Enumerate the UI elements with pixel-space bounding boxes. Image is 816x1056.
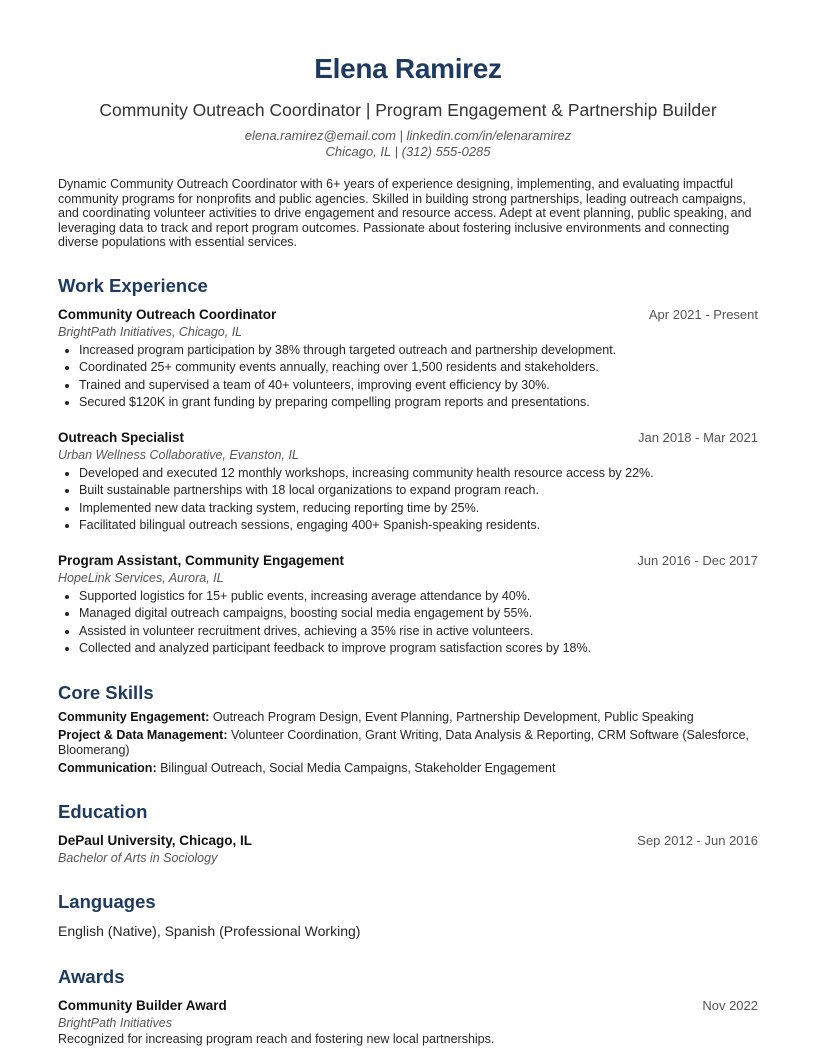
- job-bullet: • Collected and analyzed participant feedback to improve program satisfaction scores by 18%.: [79, 640, 789, 657]
- degree: Bachelor of Arts in Sociology: [58, 851, 218, 865]
- job-bullet: • Facilitated bilingual outreach sessions, engaging 400+ Spanish-speaking residents.: [79, 517, 789, 534]
- section-heading-work-experience: Work Experience: [58, 275, 208, 296]
- languages-list: English (Native), Spanish (Professional Working): [58, 923, 361, 939]
- skill-group-items: Bilingual Outreach, Social Media Campaigns, Stakeholder Engagement: [160, 761, 556, 775]
- professional-summary: Dynamic Community Outreach Coordinator with 6+ years of experience designing, implementing, and evaluating impactful community programs for nonprofits and public agencies. Skilled in building strong partnerships, leading outreach campaigns, and coordinating volunteer activities to drive engagement and resource access. Adept at event planning, public speaking, and leveraging data to track and report program outcomes. Passionate about fostering inclusive environments and connecting diverse populations with essential services.: [58, 177, 752, 250]
- education-entry: [58, 832, 758, 849]
- headline: Community Outreach Coordinator | Program Engagement & Partnership Builder: [99, 100, 717, 120]
- job-date: Jan 2018 - Mar 2021: [638, 430, 758, 445]
- job-title: Program Assistant, Community Engagement: [58, 553, 345, 568]
- education-date: Sep 2012 - Jun 2016: [637, 833, 758, 848]
- section-heading-core-skills: Core Skills: [58, 682, 154, 703]
- skill-group: [58, 761, 758, 776]
- skill-group-items: Outreach Program Design, Event Planning, Partnership Development, Public Speaking: [212, 710, 694, 724]
- award-date: Nov 2022: [702, 998, 758, 1013]
- section-heading-education: Education: [58, 801, 148, 822]
- skill-group-items: Volunteer Coordination, Grant Writing, Data Analysis & Reporting, CRM Software (Salesforce, Bloomerang): [58, 728, 750, 757]
- skill-group-label: Community Engagement:: [58, 710, 210, 724]
- contact-line-email-linkedin: elena.ramirez@email.com | linkedin.com/in/elenaramirez: [244, 128, 572, 143]
- award-entry: [58, 997, 758, 1014]
- skill-group-label: Project & Data Management:: [58, 728, 228, 742]
- job-header: [58, 306, 758, 323]
- skill-group-label: Communication:: [58, 761, 157, 775]
- skill-group: [58, 728, 758, 758]
- job-header: [58, 429, 758, 446]
- job-bullet: • Assisted in volunteer recruitment drives, achieving a 35% rise in active volunteers.: [79, 623, 789, 640]
- job-bullet: • Implemented new data tracking system, reducing reporting time by 25%.: [79, 500, 789, 517]
- job-bullets: [58, 342, 789, 411]
- job-date: Jun 2016 - Dec 2017: [637, 553, 758, 568]
- job-organization: Urban Wellness Collaborative, Evanston, IL: [58, 448, 299, 462]
- school-name: DePaul University, Chicago, IL: [58, 833, 253, 848]
- contact-line-location-phone: Chicago, IL | (312) 555-0285: [325, 144, 491, 159]
- skill-group: [58, 710, 758, 725]
- award-organization: BrightPath Initiatives: [58, 1016, 172, 1030]
- job-bullets: [58, 588, 789, 657]
- job-bullet: • Secured $120K in grant funding by preparing compelling program reports and presentations.: [79, 394, 789, 411]
- section-heading-languages: Languages: [58, 891, 156, 912]
- job-bullet: • Managed digital outreach campaigns, boosting social media engagement by 55%.: [79, 605, 789, 622]
- job-organization: HopeLink Services, Aurora, IL: [58, 571, 224, 585]
- job-bullets: [58, 465, 789, 534]
- job-bullet: • Developed and executed 12 monthly workshops, increasing community health resource access by 22%.: [79, 465, 789, 482]
- job-bullet: • Increased program participation by 38% through targeted outreach and partnership development.: [79, 342, 789, 359]
- job-bullet: • Coordinated 25+ community events annually, reaching over 1,500 residents and stakeholders.: [79, 359, 789, 376]
- award-description: Recognized for increasing program reach and fostering new local partnerships.: [58, 1032, 495, 1046]
- job-date: Apr 2021 - Present: [648, 307, 758, 322]
- job-header: [58, 552, 758, 569]
- job-bullet: • Trained and supervised a team of 40+ volunteers, improving event efficiency by 30%.: [79, 377, 789, 394]
- job-title: Community Outreach Coordinator: [58, 307, 277, 322]
- job-bullet: • Supported logistics for 15+ public events, increasing average attendance by 40%.: [79, 588, 789, 605]
- job-title: Outreach Specialist: [58, 430, 185, 445]
- job-organization: BrightPath Initiatives, Chicago, IL: [58, 325, 243, 339]
- job-bullet: • Built sustainable partnerships with 18 local organizations to expand program reach.: [79, 482, 789, 499]
- candidate-name: Elena Ramirez: [314, 53, 502, 84]
- section-heading-awards: Awards: [58, 966, 125, 987]
- award-title: Community Builder Award: [58, 998, 227, 1013]
